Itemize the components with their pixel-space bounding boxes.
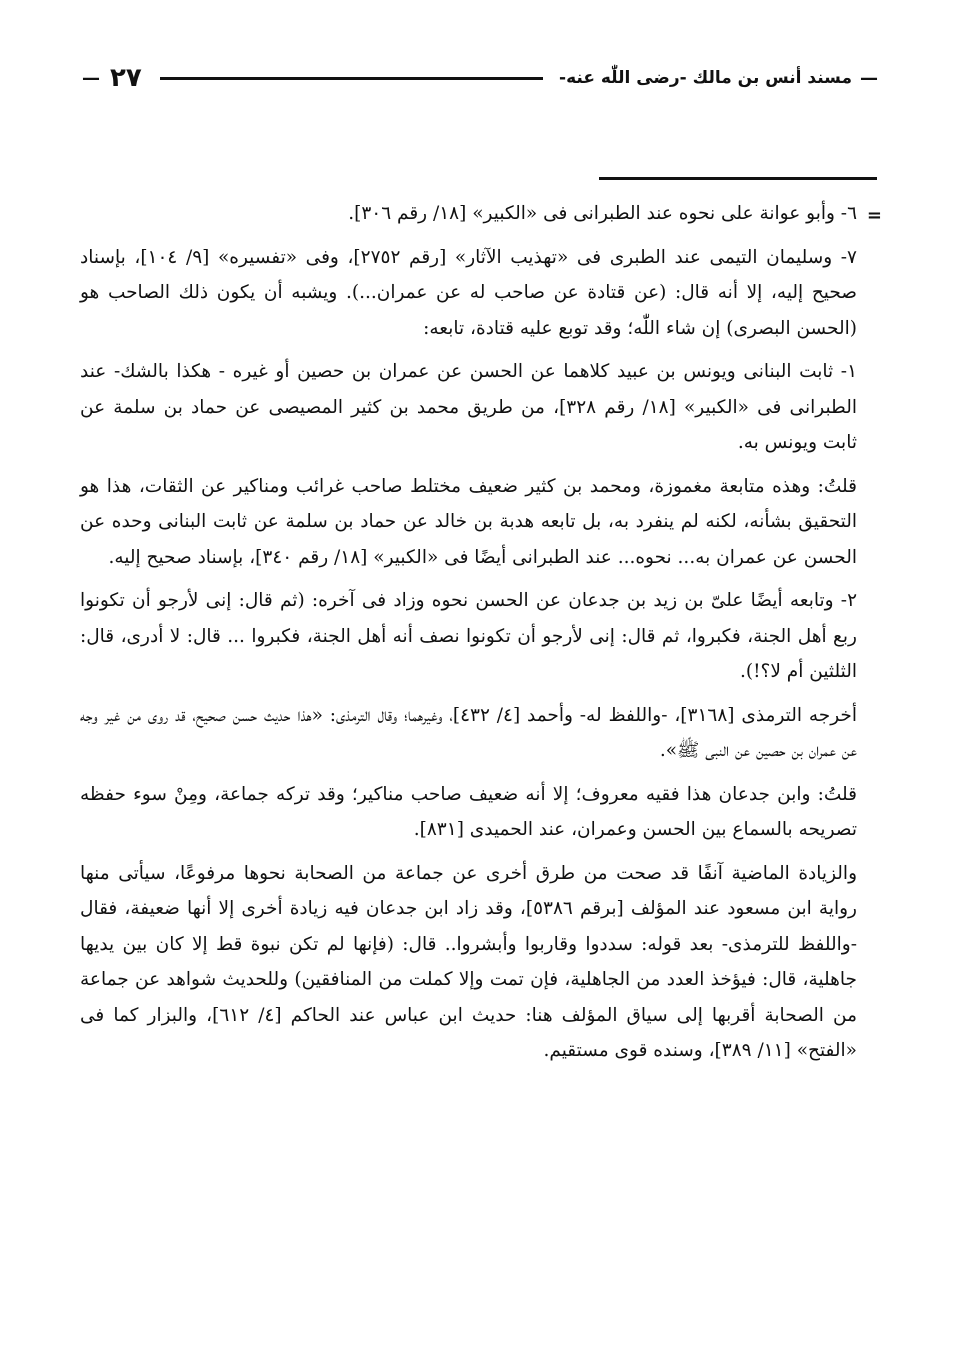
paragraph: ٢- وتابعه أيضًا علىّ بن زيد بن جدعان عن الحسن نحوه وزاد فى آخره: (ثم قال: إنى لأرجو أن تكونوا ربع أهل الجنة، فكبروا، ثم قال: إنى لأرجو أن تكونوا نصف أنه أهل الجنة، فكبروا ... قال: لا أدرى، قال: الثلثين أم لا؟!). bbox=[80, 590, 857, 682]
running-header bbox=[80, 58, 880, 98]
page-number: ٢٧ bbox=[110, 63, 142, 93]
paragraph: ١- ثابت البنانى ويونس بن عبيد كلاهما عن الحسن عن عمران بن حصين أو غيره - هكذا بالشك- عند الطبرانى فى «الكبير» [١٨/ رقم ٣٢٨]، من طريق محمد بن كثير المصيصى عن حماد بن سلمة عن ثابت ويونس به. bbox=[80, 361, 857, 453]
paragraph: ٧- وسليمان التيمى عند الطبرى فى «تهذيب الآثار» [رقم ٢٧٥٢]، وفى «تفسيره» [٩/ ١٠٤]، بإسناد صحيح إليه، إلا أنه قال: (عن قتادة عن صاحب له عن عمران...). ويشبه أن يكون ذلك الصاحب هو (الحسن البصرى) إن شاء اللّٰه؛ وقد توبع عليه قتادة، تابعه: bbox=[80, 246, 857, 339]
footnote-body bbox=[80, 196, 857, 1077]
paragraph: أخرجه الترمذى [٣١٦٨]، -واللفظ له- وأحمد [٤/ ٤٣٢]، وغيرهما؛ وقال الترمذى: «هذا حديث حسن صحيح، قد روى من غير وجه عن عمران بن حصين عن النبى ﷺ». bbox=[80, 704, 857, 761]
paragraph: والزيادة الماضية آنفًا قد صحت من طرق أخرى عن جماعة من الصحابة نحوها مرفوعًا، سيأتى منها رواية ابن مسعود عند المؤلف [برقم ٥٣٨٦]، وقد زاد ابن جدعان فيه زيادة أخرى إلا أنها ضعيفة، فقال -واللفظ للترمذى- بعد قوله: سددوا وقاربوا وأبشروا.. قال: (فإنها لم تكن نبوة قط إلا كان بين يديها جاهلية، قال: فيؤخذ العدد من الجاهلية، فإن تمت وإلا كملت من المنافقين) وللحديث شواهد عن جماعة من الصحابة أقربها إلى سياق المؤلف هنا: حديث ابن عباس عند الحاكم [٤/ ٦١٢]، والبزار كما فى «الفتح» [١١/ ٣٨٩]، وسنده قوى مستقيم. bbox=[80, 862, 857, 1061]
paragraph: ٦- وأبو عوانة على نحوه عند الطبرانى فى «الكبير» [١٨/ رقم ٣٠٦]. bbox=[348, 203, 857, 224]
paragraph: قلتُ: وابن جدعان هذا فقيه معروف؛ إلا أنه ضعيف صاحب مناكير؛ وقد تركه جماعة، ومِنْ سوء حفظه تصريحه بالسماع بين الحسن وعمران، عند الحميدى [٨٣١]. bbox=[80, 783, 857, 840]
paragraph: قلتُ: وهذه متابعة مغموزة، ومحمد بن كثير ضعيف مختلط صاحب غرائب ومناكير عن الثقات، هذا هو التحقيق بشأنه، لكنه لم ينفرد به، بل تابعه هدبة بن خالد عن حماد بن سلمة عن ثابت البنانى وحده عن الحسن عن عمران به... نحوه... عند الطبرانى أيضًا فى «الكبير» [١٨/ رقم ٣٤٠]، بإسناد صحيح إليه. bbox=[80, 475, 857, 568]
header-dash-right: — bbox=[860, 67, 878, 89]
footnote-separator-rule bbox=[599, 177, 877, 180]
header-dash-left: — bbox=[82, 67, 100, 89]
header-title: مسند أنس بن مالك -رضى اللّٰه عنه- bbox=[559, 68, 852, 88]
header-rule bbox=[160, 77, 543, 80]
continuation-mark: = bbox=[866, 205, 882, 226]
